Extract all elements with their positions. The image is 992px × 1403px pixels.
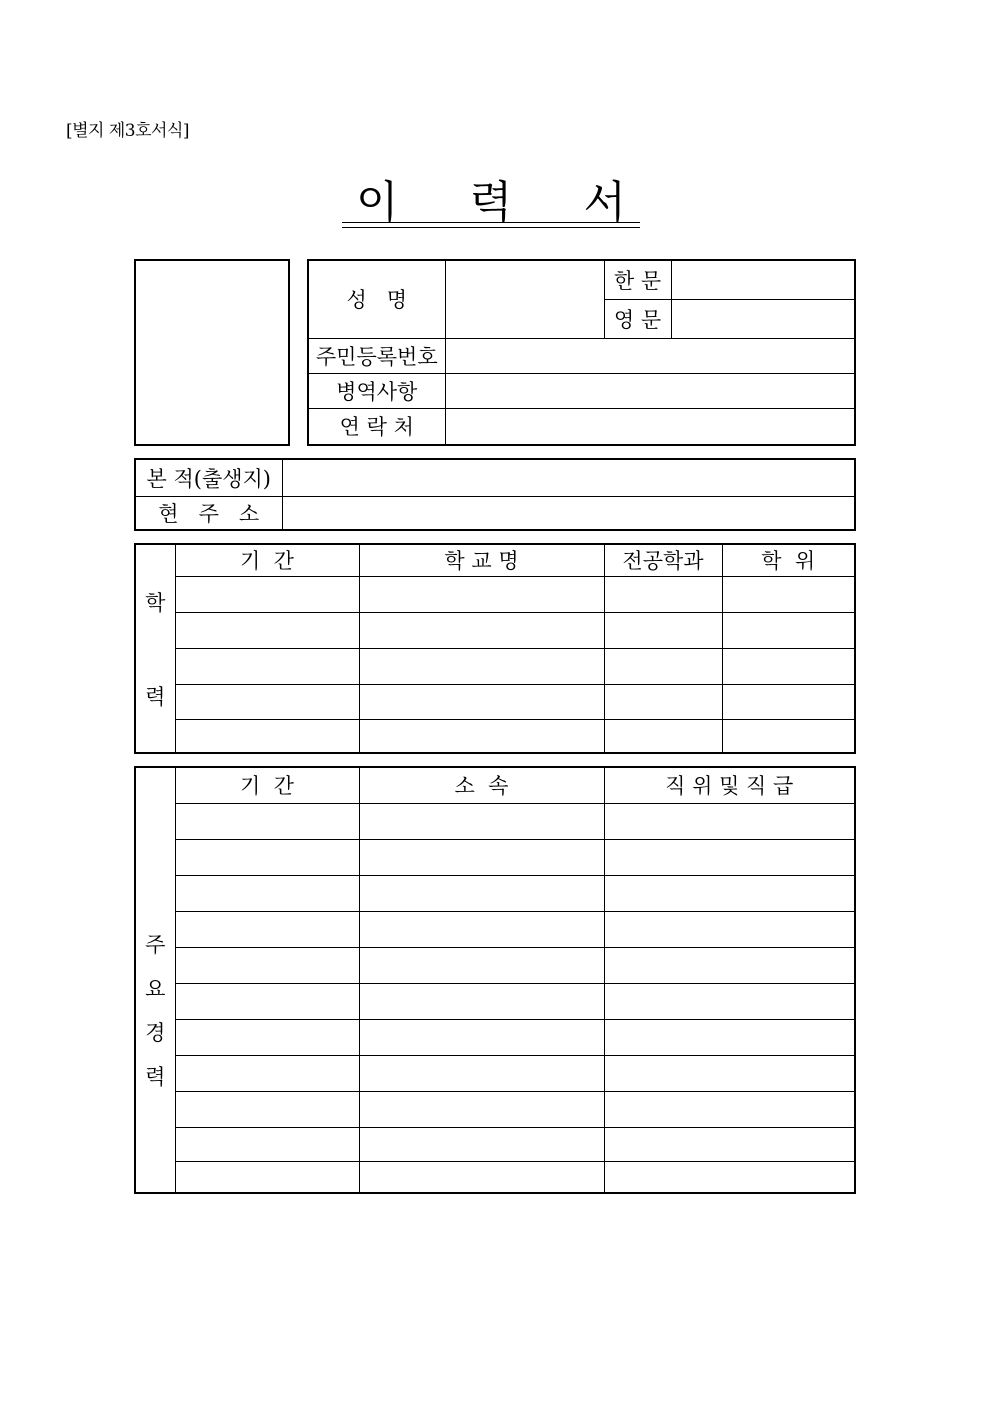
table-row [135, 576, 855, 612]
career-header-affiliation: 소 속 [359, 767, 604, 803]
edu-header-period: 기 간 [175, 544, 359, 576]
name-label: 성 명 [308, 260, 445, 338]
career-header-position: 직 위 및 직 급 [604, 767, 855, 803]
table-row [135, 983, 855, 1019]
table-row [135, 648, 855, 684]
photo-box[interactable] [134, 259, 290, 446]
title-char-3: 서 [583, 177, 626, 228]
table-row [135, 839, 855, 875]
current-address-label: 현 주 소 [135, 496, 282, 530]
table-row [135, 612, 855, 648]
current-address-field[interactable] [282, 496, 855, 530]
military-label: 병역사항 [308, 373, 445, 408]
table-row [135, 684, 855, 719]
contact-field[interactable] [445, 408, 855, 445]
table-row [135, 1055, 855, 1091]
table-row [135, 1019, 855, 1055]
name-field[interactable] [445, 260, 604, 338]
english-label: 영 문 [604, 299, 671, 338]
origin-field[interactable] [282, 459, 855, 496]
title-char-2: 력 [469, 177, 513, 228]
table-row [135, 1091, 855, 1127]
career-table [134, 766, 856, 1194]
education-side-label: 학 력 [135, 544, 175, 753]
title-char-1: 이 [356, 177, 399, 228]
table-row [135, 947, 855, 983]
hanmun-label: 한 문 [604, 260, 671, 299]
address-table [134, 458, 856, 531]
table-row [135, 875, 855, 911]
hanmun-field[interactable] [671, 260, 855, 299]
edu-header-degree: 학 위 [722, 544, 855, 576]
contact-label: 연 락 처 [308, 408, 445, 445]
table-row [135, 1127, 855, 1161]
edu-header-school: 학 교 명 [359, 544, 604, 576]
edu-header-major: 전공학과 [604, 544, 722, 576]
document-title [342, 168, 640, 228]
table-row [135, 719, 855, 753]
rrn-field[interactable] [445, 338, 855, 373]
table-row [135, 911, 855, 947]
form-number: [별지 제3호서식] [66, 121, 190, 141]
career-side-label: 주 요 경 력 [135, 767, 175, 1193]
table-row [135, 803, 855, 839]
table-row [135, 1161, 855, 1193]
origin-label: 본 적(출생지) [135, 459, 282, 496]
personal-info-table [307, 259, 856, 446]
english-field[interactable] [671, 299, 855, 338]
rrn-label: 주민등록번호 [308, 338, 445, 373]
military-field[interactable] [445, 373, 855, 408]
education-table [134, 543, 856, 754]
title-double-underline [342, 222, 640, 228]
career-header-period: 기 간 [175, 767, 359, 803]
